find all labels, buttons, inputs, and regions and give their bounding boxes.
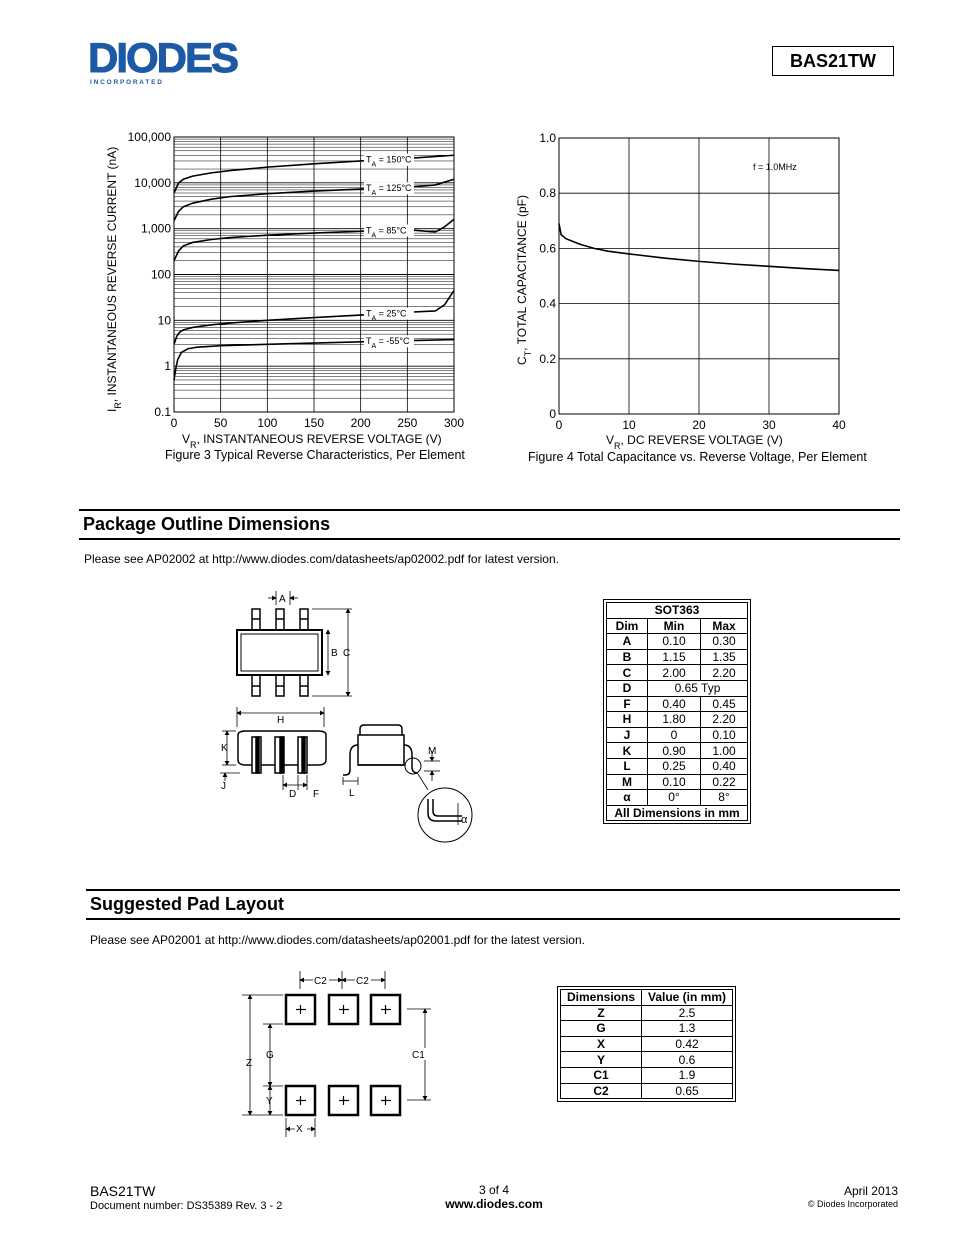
max-cell: 8° xyxy=(701,790,748,806)
footer-date: April 2013 xyxy=(843,1184,898,1198)
x-tick-label: 150 xyxy=(303,416,325,430)
y-tick-label: 1.0 xyxy=(539,131,556,145)
max-cell: 0.45 xyxy=(701,696,748,712)
sot363-table-title: SOT363 xyxy=(607,603,748,619)
footer-page: 3 of 4 xyxy=(478,1183,510,1197)
dim-cell: H xyxy=(607,712,648,728)
dim-cell: C2 xyxy=(561,1083,642,1099)
table-row xyxy=(607,712,748,728)
label-k: K xyxy=(221,743,228,754)
table-row xyxy=(607,758,748,774)
value-cell: 1.9 xyxy=(642,1067,733,1083)
y-tick-label: 10,000 xyxy=(134,175,171,190)
pad-dimensions-table xyxy=(557,986,736,1102)
dim-cell: J xyxy=(607,727,648,743)
min-cell: 0.10 xyxy=(648,634,701,650)
label-d: D xyxy=(289,789,297,800)
max-cell: 1.00 xyxy=(701,743,748,759)
x-tick-label: 20 xyxy=(692,418,706,432)
table-row xyxy=(561,1036,733,1052)
figure3-caption: Figure 3 Typical Reverse Characteristics, Per Element xyxy=(165,448,465,462)
label-l: L xyxy=(349,788,355,799)
package-outline-drawing xyxy=(200,585,500,850)
min-cell: 0° xyxy=(648,790,701,806)
footer-part-number: BAS21TW xyxy=(90,1183,156,1199)
series-label: $T_A = 125^\circ C$ xyxy=(366,183,412,197)
pad-layout-heading: Suggested Pad Layout xyxy=(86,889,900,920)
x-tick-label: 0 xyxy=(555,418,563,432)
value-cell: 1.3 xyxy=(642,1021,733,1037)
table-row xyxy=(607,743,748,759)
y-tick-label: 0.8 xyxy=(539,186,556,201)
series-label: $T_A = 25^\circ C$ xyxy=(366,308,407,323)
label-y: Y xyxy=(266,1096,273,1107)
table-row xyxy=(607,680,748,696)
y-tick-label: 1 xyxy=(164,359,171,374)
sot363-header-max: Max xyxy=(701,618,748,634)
dim-cell: C1 xyxy=(561,1067,642,1083)
dim-cell: D xyxy=(607,680,648,696)
max-cell: 1.35 xyxy=(701,649,748,665)
dim-cell: Z xyxy=(561,1005,642,1021)
series-label: $T_A = 150^\circ C$ xyxy=(366,154,412,169)
dim-cell: L xyxy=(607,758,648,774)
figure3-reverse-characteristics-chart xyxy=(100,130,480,475)
label-h: H xyxy=(277,715,285,726)
min-cell: 2.00 xyxy=(648,665,701,681)
footer-copyright: © Diodes Incorporated xyxy=(807,1199,898,1209)
logo-text: DIODES xyxy=(88,38,238,81)
table-row xyxy=(607,774,748,790)
dim-cell: α xyxy=(607,790,648,806)
dim-cell: B xyxy=(607,649,648,665)
y-tick-label: 100 xyxy=(150,267,171,282)
x-tick-label: 100 xyxy=(257,416,278,430)
table-row xyxy=(607,649,748,665)
value-cell: 2.5 xyxy=(642,1005,733,1021)
y-axis-label: $C_T$, TOTAL CAPACITANCE (pF) xyxy=(515,195,533,365)
table-row xyxy=(607,634,748,650)
min-cell: 0.90 xyxy=(648,743,701,759)
frequency-annotation: f = 1.0MHz xyxy=(753,162,797,172)
min-cell: 0.40 xyxy=(648,696,701,712)
pad-header-dimensions: Dimensions xyxy=(561,990,642,1006)
min-cell: 0.25 xyxy=(648,758,701,774)
pad-layout-note: Please see AP02001 at http://www.diodes.com/datasheets/ap02001.pdf for the latest version. xyxy=(90,933,585,947)
dim-cell: F xyxy=(607,696,648,712)
label-b: B xyxy=(331,648,338,659)
label-j: J xyxy=(221,781,226,792)
y-tick-label: 0.2 xyxy=(539,351,556,366)
table-row xyxy=(561,1067,733,1083)
footer-website-link[interactable]: www.diodes.com xyxy=(445,1197,543,1211)
y-tick-label: 100,000 xyxy=(127,130,171,144)
dim-cell: X xyxy=(561,1036,642,1052)
pad-layout-drawing xyxy=(235,965,435,1145)
label-x: X xyxy=(296,1124,303,1135)
max-cell: 0.40 xyxy=(701,758,748,774)
min-cell: 0 xyxy=(648,727,701,743)
y-axis-label: $I_R$, INSTANTANEOUS REVERSE CURRENT (nA) xyxy=(105,146,123,412)
dim-cell: K xyxy=(607,743,648,759)
table-row xyxy=(607,727,748,743)
label-c2-left: C2 xyxy=(314,976,327,987)
label-f: F xyxy=(313,789,320,800)
x-tick-label: 0 xyxy=(170,416,178,430)
dim-cell: C xyxy=(607,665,648,681)
sot363-header-min: Min xyxy=(648,618,701,634)
max-cell: 0.22 xyxy=(701,774,748,790)
label-alpha: α xyxy=(461,814,468,826)
label-g: G xyxy=(266,1050,274,1061)
package-outline-heading: Package Outline Dimensions xyxy=(79,509,900,540)
table-row xyxy=(607,696,748,712)
table-row xyxy=(561,1083,733,1099)
x-tick-label: 300 xyxy=(443,416,465,430)
table-row xyxy=(561,1021,733,1037)
diodes-logo xyxy=(88,38,263,88)
dim-cell: Y xyxy=(561,1052,642,1068)
y-tick-label: 10 xyxy=(157,313,171,328)
sot363-dimensions-table xyxy=(603,599,751,824)
series-label: $T_A = 85^\circ C$ xyxy=(366,225,407,239)
value-cell: 0.6 xyxy=(642,1052,733,1068)
table-row xyxy=(607,665,748,681)
sot363-header-dim: Dim xyxy=(607,618,648,634)
min-cell: 1.15 xyxy=(648,649,701,665)
table-row xyxy=(561,1052,733,1068)
y-tick-label: 0.4 xyxy=(539,296,556,311)
min-cell: 1.80 xyxy=(648,712,701,728)
max-cell: 2.20 xyxy=(701,665,748,681)
value-cell: 0.42 xyxy=(642,1036,733,1052)
x-tick-label: 50 xyxy=(213,416,228,430)
y-tick-label: 1,000 xyxy=(140,221,171,236)
dim-cell: A xyxy=(607,634,648,650)
package-outline-note: Please see AP02002 at http://www.diodes.com/datasheets/ap02002.pdf for latest version. xyxy=(84,552,559,566)
footer-doc-number: Document number: DS35389 Rev. 3 - 2 xyxy=(90,1200,283,1212)
x-tick-label: 30 xyxy=(762,418,776,432)
table-row xyxy=(607,790,748,806)
logo-subtext: I N C O R P O R A T E D xyxy=(90,79,162,86)
x-tick-label: 200 xyxy=(350,416,371,430)
x-tick-label: 40 xyxy=(832,418,846,432)
max-cell: 0.10 xyxy=(701,727,748,743)
part-number-box: BAS21TW xyxy=(772,46,894,76)
table-row xyxy=(561,1005,733,1021)
typ-cell: 0.65 Typ xyxy=(648,680,748,696)
pad-header-value: Value (in mm) xyxy=(642,990,733,1006)
label-c: C xyxy=(343,648,351,659)
label-m: M xyxy=(428,746,437,757)
x-tick-label: 250 xyxy=(397,416,418,430)
max-cell: 0.30 xyxy=(701,634,748,650)
label-z: Z xyxy=(246,1058,253,1069)
sot363-table-footer: All Dimensions in mm xyxy=(607,805,748,821)
label-a: A xyxy=(279,594,286,605)
x-axis-label: $V_R$, DC REVERSE VOLTAGE (V) xyxy=(606,433,783,451)
series-label: $T_A = -55^\circ C$ xyxy=(366,336,410,350)
min-cell: 0.10 xyxy=(648,774,701,790)
figure4-capacitance-chart xyxy=(510,130,880,475)
figure4-caption: Figure 4 Total Capacitance vs. Reverse Voltage, Per Element xyxy=(528,450,867,464)
y-tick-label: 0.1 xyxy=(154,405,171,419)
y-tick-label: 0.6 xyxy=(539,241,556,256)
label-c2-right: C2 xyxy=(356,976,369,987)
dim-cell: M xyxy=(607,774,648,790)
value-cell: 0.65 xyxy=(642,1083,733,1099)
y-tick-label: 0 xyxy=(549,407,556,421)
max-cell: 2.20 xyxy=(701,712,748,728)
label-c1: C1 xyxy=(412,1050,425,1061)
dim-cell: G xyxy=(561,1021,642,1037)
x-axis-label: $V_R$, INSTANTANEOUS REVERSE VOLTAGE (V) xyxy=(182,432,442,450)
x-tick-label: 10 xyxy=(622,418,636,432)
